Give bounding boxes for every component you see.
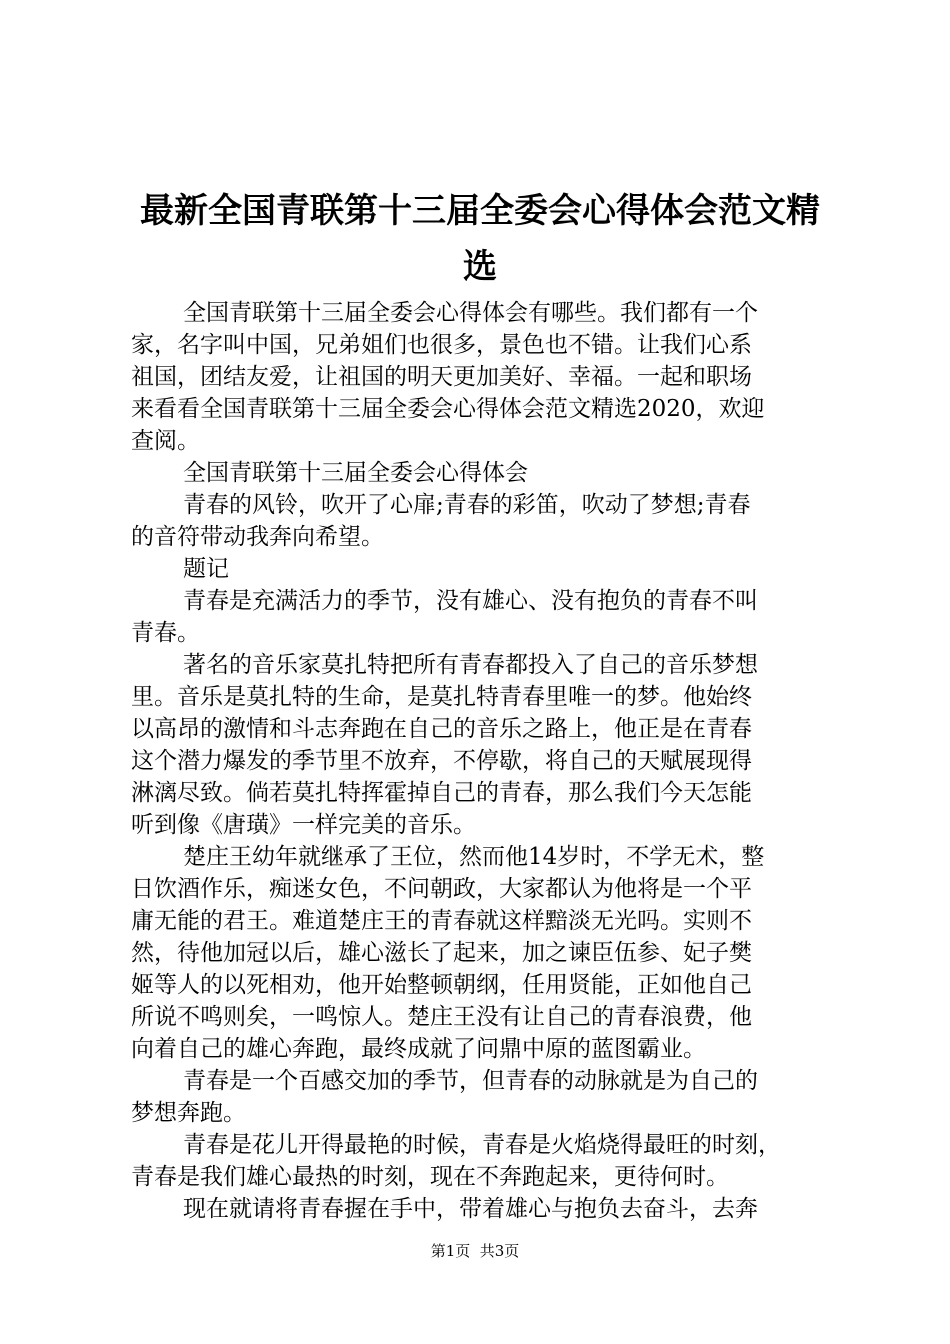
text-line: 青春是我们雄心最热的时刻，现在不奔跑起来，更待何时。 bbox=[131, 1164, 729, 1190]
document-title bbox=[120, 183, 840, 295]
text-line: 姬等人的以死相劝，他开始整顿朝纲，任用贤能，正如他自己 bbox=[131, 972, 752, 998]
text-line: 的音符带动我奔向希望。 bbox=[131, 524, 384, 550]
text-line: 青春是一个百感交加的季节，但青春的动脉就是为自己的 bbox=[183, 1068, 758, 1094]
text-line: 庸无能的君王。难道楚庄王的青春就这样黯淡无光吗。实则不 bbox=[131, 908, 752, 934]
text-line: 日饮酒作乐，痴迷女色，不问朝政，大家都认为他将是一个平 bbox=[131, 876, 752, 902]
text-line: 青春是充满活力的季节，没有雄心、没有抱负的青春不叫 bbox=[183, 588, 758, 614]
text-line: 这个潜力爆发的季节里不放弃，不停歇，将自己的天赋展现得 bbox=[131, 748, 752, 774]
text-line: 淋漓尽致。倘若莫扎特挥霍掉自己的青春，那么我们今天怎能 bbox=[131, 780, 752, 806]
text-line: 来看看全国青联第十三届全委会心得体会范文精选2020，欢迎 bbox=[131, 396, 765, 422]
text-line: 然，待他加冠以后，雄心滋长了起来，加之谏臣伍参、妃子樊 bbox=[131, 940, 752, 966]
text-line: 向着自己的雄心奔跑，最终成就了问鼎中原的蓝图霸业。 bbox=[131, 1036, 706, 1062]
text-line: 全国青联第十三届全委会心得体会有哪些。我们都有一个 bbox=[183, 300, 758, 326]
text-line: 楚庄王幼年就继承了王位，然而他14岁时，不学无术，整 bbox=[183, 844, 765, 870]
text-line: 以高昂的激情和斗志奔跑在自己的音乐之路上，他正是在青春 bbox=[131, 716, 752, 742]
title-line-2: 选 bbox=[463, 247, 497, 287]
text-line: 所说不鸣则矣，一鸣惊人。楚庄王没有让自己的青春浪费，他 bbox=[131, 1004, 752, 1030]
text-line: 题记 bbox=[183, 556, 229, 582]
text-line: 家，名字叫中国，兄弟姐们也很多，景色也不错。让我们心系 bbox=[131, 332, 752, 358]
text-line: 听到像《唐璜》一样完美的音乐。 bbox=[131, 812, 476, 838]
title-line-1: 最新全国青联第十三届全委会心得体会范文精 bbox=[140, 191, 820, 231]
page-number-footer: 第1页 共3页 bbox=[430, 1242, 520, 1260]
text-line: 全国青联第十三届全委会心得体会 bbox=[183, 460, 528, 486]
text-line: 梦想奔跑。 bbox=[131, 1100, 246, 1126]
text-line: 查阅。 bbox=[131, 428, 200, 454]
document-body bbox=[131, 297, 833, 1225]
text-line: 青春是花儿开得最艳的时候，青春是火焰烧得最旺的时刻， bbox=[183, 1132, 781, 1158]
text-line: 现在就请将青春握在手中，带着雄心与抱负去奋斗，去奔 bbox=[183, 1196, 758, 1222]
text-line: 著名的音乐家莫扎特把所有青春都投入了自己的音乐梦想 bbox=[183, 652, 758, 678]
text-line: 青春的风铃，吹开了心扉;青春的彩笛，吹动了梦想;青春 bbox=[183, 492, 751, 518]
text-line: 祖国，团结友爱，让祖国的明天更加美好、幸福。一起和职场 bbox=[131, 364, 752, 390]
text-line: 青春。 bbox=[131, 620, 200, 646]
text-line: 里。音乐是莫扎特的生命，是莫扎特青春里唯一的梦。他始终 bbox=[131, 684, 752, 710]
